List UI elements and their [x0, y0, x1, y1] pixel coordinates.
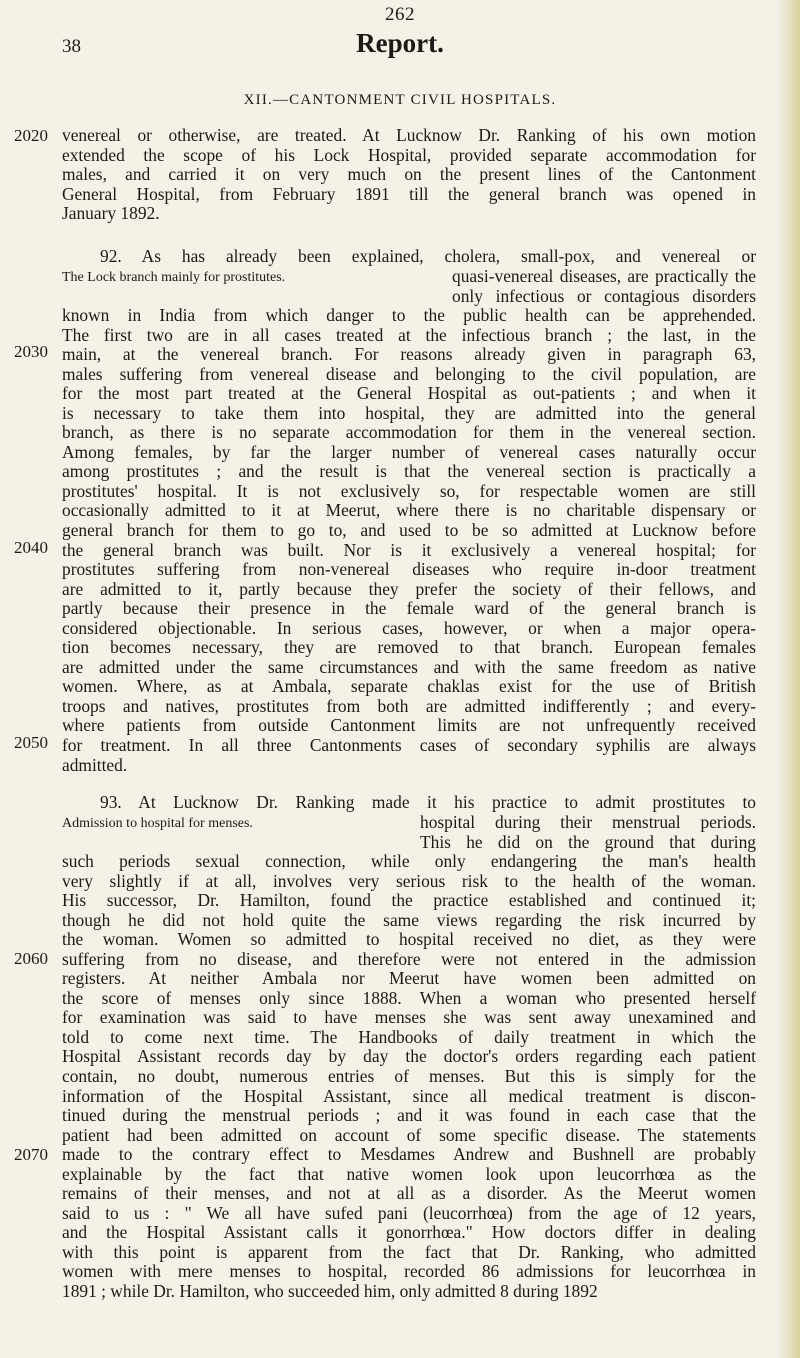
line-number-2050: 2050 [14, 733, 48, 752]
page-number-top: 262 [385, 4, 415, 25]
text-line: This he did on the ground that during [420, 832, 756, 852]
text-line: contain, no doubt, numerous entries of menses. But this is simply for the [62, 1067, 756, 1087]
text-line: registers. At neither Ambala nor Meerut have women been admitted on [62, 969, 756, 989]
text-line: is necessary to take them into hospital, they are admitted into the general [62, 403, 756, 423]
text-line: males, and carried it on very much on the present lines of the Cantonment [62, 165, 756, 185]
paragraph-93-side-lines [420, 813, 756, 852]
text-line: with this point is apparent from the fact that Dr. Ranking, who admitted [62, 1242, 756, 1262]
text-line: general branch for them to go to, and used to be so admitted at Lucknow before [62, 521, 756, 541]
text-line: males suffering from venereal disease and belonging to the civil population, are [62, 364, 756, 384]
text-line: branch, as there is no separate accommodation for them in the venereal section. [62, 423, 756, 443]
text-line: prostitutes' hospital. It is not exclusively so, for respectable women are still [62, 481, 756, 501]
text-line: women with mere menses to hospital, recorded 86 admissions for leucorrhœa in [62, 1262, 756, 1282]
text-line: for the most part treated at the General Hospital as out-patients ; and when it [62, 384, 756, 404]
text-line: extended the scope of his Lock Hospital, provided separate accommodation for [62, 145, 756, 165]
paragraph-continuation [62, 126, 756, 224]
text-line: troops and natives, prostitutes from both are admitted indifferently ; and every- [62, 696, 756, 716]
text-line: patient had been admitted on account of some specific disease. The statements [62, 1125, 756, 1145]
line-number-2040: 2040 [14, 538, 48, 557]
text-line: partly because their presence in the female ward of the general branch is [62, 599, 756, 619]
text-line: remains of their menses, and not at all as a disorder. As the Meerut women [62, 1184, 756, 1204]
text-line: where patients from outside Cantonment limits are not unfrequently received [62, 716, 756, 736]
text-line: January 1892. [62, 204, 160, 224]
text-line: tinued during the menstrual periods ; and it was found in each case that the [62, 1106, 756, 1126]
text-line: among prostitutes ; and the result is that the venereal section is practically a [62, 462, 756, 482]
text-line: made to the contrary effect to Mesdames Andrew and Bushnell are probably [62, 1145, 756, 1165]
text-line: for examination was said to have menses she was sent away unexamined and [62, 1008, 756, 1028]
text-line: Hospital Assistant records day by day the doctor's orders regarding each patient [62, 1047, 756, 1067]
paragraph-92 [62, 247, 756, 267]
line-number-2020: 2020 [14, 126, 48, 145]
text-line: though he did not hold quite the same views regarding the risk incurred by [62, 910, 756, 930]
text-line: are admitted under the same circumstances and with the same freedom as native [62, 657, 756, 677]
text-line: occasionally admitted to it at Meerut, where there is no charitable dispensary or [62, 501, 756, 521]
paragraph-92-side-lines [452, 267, 756, 306]
text-line: considered objectionable. In serious cases, however, or when a major opera- [62, 618, 756, 638]
text-line: known in India from which danger to the public health can be apprehended. [62, 306, 756, 325]
text-line: General Hospital, from February 1891 till the general branch was opened in [62, 184, 756, 204]
section-heading: XII.—CANTONMENT CIVIL HOSPITALS. [243, 92, 557, 108]
text-line: for treatment. In all three Cantonments cases of secondary syphilis are always [62, 736, 756, 756]
text-line: said to us : " We all have sufed pani (leucorrhœa) from the age of 12 years, [62, 1203, 756, 1223]
text-line: and the Hospital Assistant calls it gonorrhœa." How doctors differ in dealing [62, 1223, 756, 1243]
paragraph-93 [62, 793, 756, 813]
line-number-2070: 2070 [14, 1145, 48, 1164]
text-line: the general branch was built. Nor is it exclusively a venereal hospital; for [62, 540, 756, 560]
line-number-2030: 2030 [14, 342, 48, 361]
sidenote-admission-menses: Admission to hospital for menses. [62, 816, 253, 831]
text-line: main, at the venereal branch. For reasons already given in paragraph 63, [62, 345, 756, 365]
text-line: explainable by the fact that native women look upon leucorrhœa as the [62, 1164, 756, 1184]
text-line: Among females, by far the larger number of venereal cases naturally occur [62, 442, 756, 462]
line-number-2060: 2060 [14, 949, 48, 968]
text-line: hospital during their menstrual periods. [420, 813, 756, 832]
text-line: His successor, Dr. Hamilton, found the practice established and continued it; [62, 891, 756, 911]
text-line: venereal or otherwise, are treated. At Lucknow Dr. Ranking of his own motion [62, 126, 756, 145]
text-line: very slightly if at all, involves very serious risk to the health of the woman. [62, 871, 756, 891]
paragraph-93-first-line: 93. At Lucknow Dr. Ranking made it his practice to admit prostitutes to [100, 793, 756, 812]
text-line: told to come next time. The Handbooks of daily treatment in which the [62, 1027, 756, 1047]
page-number-left: 38 [62, 36, 81, 57]
text-line: information of the Hospital Assistant, since all medical treatment is discon- [62, 1086, 756, 1106]
sidenote-lock-branch: The Lock branch mainly for prostitutes. [62, 270, 286, 285]
text-line: women. Where, as at Ambala, separate chaklas exist for the use of British [62, 677, 756, 697]
report-title: Report. [356, 28, 444, 58]
text-line: the score of menses only since 1888. When a woman who presented herself [62, 988, 756, 1008]
text-line: The first two are in all cases treated at the infectious branch ; the last, in the [62, 325, 756, 345]
text-line: are admitted to it, partly because they prefer the society of their fellows, and [62, 579, 756, 599]
text-line: only infectious or contagious disorders [452, 286, 756, 306]
text-line: suffering from no disease, and therefore were not entered in the admission [62, 949, 756, 969]
paragraph-93-body [62, 852, 756, 1302]
text-line: admitted. [62, 755, 128, 775]
paragraph-92-body [62, 306, 756, 775]
text-line: 1891 ; while Dr. Hamilton, who succeeded him, only admitted 8 during 1892 [62, 1282, 598, 1302]
paragraph-92-first-line: 92. As has already been explained, cholera, small-pox, and venereal or [100, 247, 756, 266]
page-edge-shadow [778, 0, 800, 1358]
text-line: the woman. Women so admitted to hospital received no diet, as they were [62, 930, 756, 950]
text-line: such periods sexual connection, while only endangering the man's health [62, 852, 756, 871]
text-line: tion becomes necessary, they are removed to that branch. European females [62, 638, 756, 658]
text-line: quasi-venereal diseases, are practically the [452, 267, 756, 286]
text-line: prostitutes suffering from non-venereal diseases who require in-door treatment [62, 560, 756, 580]
